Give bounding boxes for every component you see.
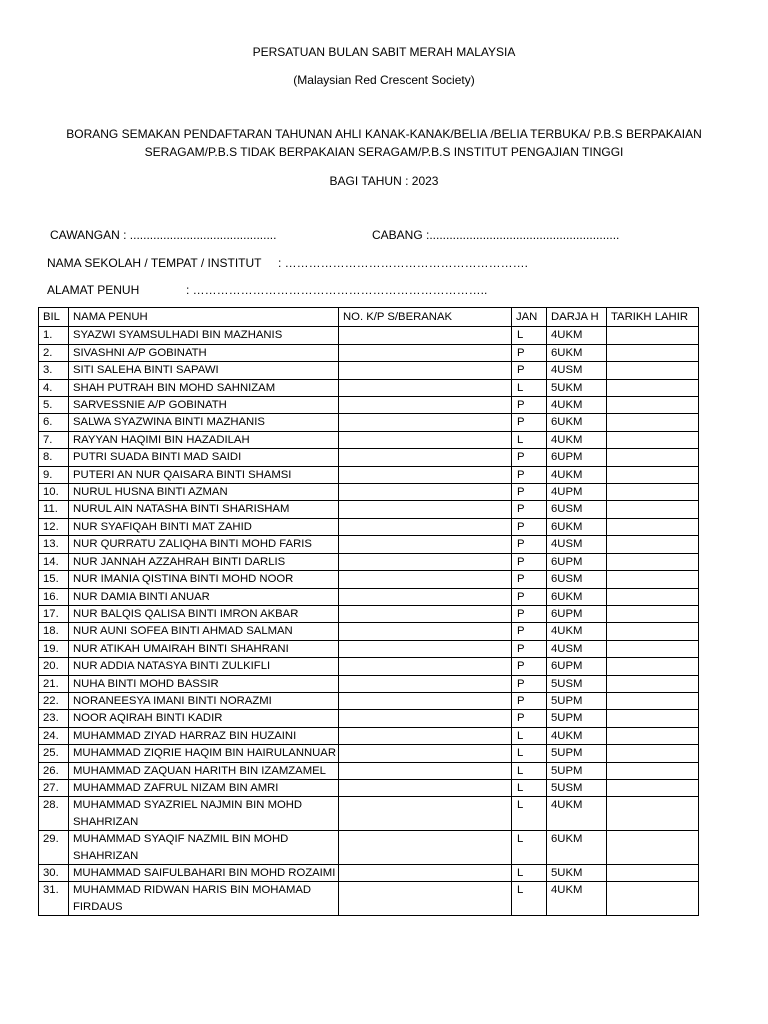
cell-bil: 2. [39,344,69,361]
cell-nama-penuh: NUR IMANIA QISTINA BINTI MOHD NOOR [69,571,339,588]
table-row [39,362,699,379]
cell-jantina: P [512,675,547,692]
header-nama-penuh: NAMA PENUH [69,308,339,327]
cell-nama-penuh: MUHAMMAD ZIYAD HARRAZ BIN HUZAINI [69,727,339,744]
cell-tarikh-lahir [607,710,699,727]
cell-tarikh-lahir [607,414,699,431]
table-row [39,640,699,657]
cell-tarikh-lahir [607,536,699,553]
cell-bil: 15. [39,571,69,588]
cell-jantina: P [512,484,547,501]
cell-darjah: 5USM [547,779,607,796]
cell-jantina: L [512,831,547,865]
cell-tarikh-lahir [607,449,699,466]
cell-nama-penuh: SIVASHNI A/P GOBINATH [69,344,339,361]
cell-no-kp [339,397,512,414]
year-line: BAGI TAHUN : 2023 [329,174,439,188]
cell-tarikh-lahir [607,762,699,779]
cell-no-kp [339,571,512,588]
header-no-kp: NO. K/P S/BERANAK [339,308,512,327]
cell-nama-penuh: MUHAMMAD SAIFULBAHARI BIN MOHD ROZAIMI [69,865,339,882]
cell-bil: 3. [39,362,69,379]
cell-no-kp [339,797,512,831]
alamat-label: ALAMAT PENUH [47,283,140,297]
cell-nama-penuh: NUR JANNAH AZZAHRAH BINTI DARLIS [69,553,339,570]
cell-nama-penuh: NURUL HUSNA BINTI AZMAN [69,484,339,501]
cell-jantina: P [512,623,547,640]
cell-nama-penuh: PUTERI AN NUR QAISARA BINTI SHAMSI [69,466,339,483]
cell-bil: 27. [39,779,69,796]
alamat-value: : ……………………………………………………………….. [186,283,488,297]
nama-sekolah-label: NAMA SEKOLAH / TEMPAT / INSTITUT [47,256,262,270]
cell-bil: 23. [39,710,69,727]
cell-jantina: P [512,640,547,657]
cell-tarikh-lahir [607,779,699,796]
cell-nama-penuh: NUR SYAFIQAH BINTI MAT ZAHID [69,518,339,535]
table-row [39,675,699,692]
cell-jantina: L [512,882,547,916]
cell-bil: 30. [39,865,69,882]
cell-darjah: 4UKM [547,466,607,483]
table-row [39,449,699,466]
cell-no-kp [339,449,512,466]
cell-bil: 4. [39,379,69,396]
cell-jantina: L [512,865,547,882]
cell-jantina: L [512,797,547,831]
cell-darjah: 5UPM [547,692,607,709]
cell-darjah: 5UKM [547,379,607,396]
cell-jantina: L [512,745,547,762]
cabang-field: CABANG :......................................................... [372,228,620,242]
table-row [39,466,699,483]
cell-jantina: L [512,379,547,396]
table-row [39,414,699,431]
cell-bil: 16. [39,588,69,605]
cell-no-kp [339,675,512,692]
table-row [39,484,699,501]
cell-nama-penuh: SARVESSNIE A/P GOBINATH [69,397,339,414]
table-row [39,797,699,831]
form-title-line-1: BORANG SEMAKAN PENDAFTARAN TAHUNAN AHLI KANAK-KANAK/BELIA /BELIA TERBUKA/ P.B.S BERPAKAIAN [66,127,702,141]
cell-bil: 22. [39,692,69,709]
cell-jantina: P [512,658,547,675]
cell-darjah: 5USM [547,675,607,692]
cell-bil: 17. [39,605,69,622]
cell-jantina: P [512,692,547,709]
cell-tarikh-lahir [607,605,699,622]
cell-nama-penuh: NURUL AIN NATASHA BINTI SHARISHAM [69,501,339,518]
cell-tarikh-lahir [607,344,699,361]
cell-no-kp [339,865,512,882]
cell-darjah: 4UPM [547,484,607,501]
cell-jantina: P [512,466,547,483]
cell-bil: 9. [39,466,69,483]
cell-jantina: P [512,414,547,431]
cell-darjah: 4USM [547,640,607,657]
cell-nama-penuh: MUHAMMAD SYAZRIEL NAJMIN BIN MOHD SHAHRIZAN [69,797,339,831]
cell-jantina: P [512,553,547,570]
cell-nama-penuh: NUR AUNI SOFEA BINTI AHMAD SALMAN [69,623,339,640]
cell-darjah: 6UKM [547,518,607,535]
table-row [39,536,699,553]
cell-darjah: 6UPM [547,553,607,570]
cell-darjah: 4USM [547,362,607,379]
cell-bil: 28. [39,797,69,831]
table-row [39,692,699,709]
cell-tarikh-lahir [607,466,699,483]
table-row [39,882,699,916]
cell-jantina: P [512,588,547,605]
cell-jantina: L [512,779,547,796]
cell-no-kp [339,327,512,344]
cell-no-kp [339,588,512,605]
cell-darjah: 4UKM [547,727,607,744]
cell-jantina: P [512,449,547,466]
cell-jantina: P [512,536,547,553]
cell-bil: 11. [39,501,69,518]
cell-nama-penuh: MUHAMMAD SYAQIF NAZMIL BIN MOHD SHAHRIZAN [69,831,339,865]
cell-darjah: 6UPM [547,605,607,622]
cell-bil: 1. [39,327,69,344]
table-row [39,865,699,882]
cell-nama-penuh: NUR QURRATU ZALIQHA BINTI MOHD FARIS [69,536,339,553]
cell-no-kp [339,745,512,762]
table-row [39,344,699,361]
cell-jantina: P [512,518,547,535]
cell-jantina: L [512,727,547,744]
cell-no-kp [339,344,512,361]
cell-no-kp [339,379,512,396]
cell-darjah: 5UKM [547,865,607,882]
cell-nama-penuh: SHAH PUTRAH BIN MOHD SAHNIZAM [69,379,339,396]
cell-no-kp [339,553,512,570]
header-jantina: JAN [512,308,547,327]
form-title-line-2: SERAGAM/P.B.S TIDAK BERPAKAIAN SERAGAM/P.B.S INSTITUT PENGAJIAN TINGGI [144,145,624,159]
cell-tarikh-lahir [607,640,699,657]
cell-nama-penuh: MUHAMMAD RIDWAN HARIS BIN MOHAMAD FIRDAUS [69,882,339,916]
cell-bil: 8. [39,449,69,466]
cell-tarikh-lahir [607,484,699,501]
cell-tarikh-lahir [607,797,699,831]
cell-jantina: P [512,397,547,414]
cell-nama-penuh: SITI SALEHA BINTI SAPAWI [69,362,339,379]
table-row [39,518,699,535]
cell-jantina: L [512,327,547,344]
cell-no-kp [339,518,512,535]
table-row [39,605,699,622]
cell-darjah: 4UKM [547,397,607,414]
cell-tarikh-lahir [607,588,699,605]
cell-darjah: 6UKM [547,588,607,605]
cell-jantina: P [512,571,547,588]
cell-nama-penuh: SYAZWI SYAMSULHADI BIN MAZHANIS [69,327,339,344]
cell-darjah: 5UPM [547,762,607,779]
cell-no-kp [339,640,512,657]
cell-no-kp [339,605,512,622]
cell-nama-penuh: NUR BALQIS QALISA BINTI IMRON AKBAR [69,605,339,622]
cell-nama-penuh: NUR ATIKAH UMAIRAH BINTI SHAHRANI [69,640,339,657]
cell-nama-penuh: NOOR AQIRAH BINTI KADIR [69,710,339,727]
table-header-row [39,308,699,327]
cell-darjah: 4UKM [547,327,607,344]
cell-tarikh-lahir [607,362,699,379]
cell-nama-penuh: MUHAMMAD ZIQRIE HAQIM BIN HAIRULANNUAR [69,745,339,762]
cell-tarikh-lahir [607,397,699,414]
table-row [39,327,699,344]
cell-nama-penuh: NUR DAMIA BINTI ANUAR [69,588,339,605]
table-row [39,571,699,588]
table-row [39,745,699,762]
cell-tarikh-lahir [607,518,699,535]
cell-no-kp [339,431,512,448]
cell-bil: 31. [39,882,69,916]
header-tarikh-lahir: TARIKH LAHIR [607,308,699,327]
header-darjah: DARJA H [547,308,607,327]
cell-no-kp [339,727,512,744]
cell-nama-penuh: NUR ADDIA NATASYA BINTI ZULKIFLI [69,658,339,675]
cell-jantina: L [512,431,547,448]
cell-jantina: L [512,762,547,779]
cell-tarikh-lahir [607,675,699,692]
cawangan-field: CAWANGAN : ............................................ [50,228,277,242]
org-english-name: (Malaysian Red Crescent Society) [293,73,475,87]
cell-darjah: 4UKM [547,882,607,916]
cell-tarikh-lahir [607,553,699,570]
cell-tarikh-lahir [607,571,699,588]
cell-tarikh-lahir [607,831,699,865]
cell-nama-penuh: PUTRI SUADA BINTI MAD SAIDI [69,449,339,466]
cell-darjah: 4UKM [547,431,607,448]
table-row [39,779,699,796]
cell-bil: 14. [39,553,69,570]
cell-no-kp [339,692,512,709]
cell-no-kp [339,536,512,553]
cell-tarikh-lahir [607,623,699,640]
cell-jantina: P [512,710,547,727]
cell-tarikh-lahir [607,379,699,396]
cell-no-kp [339,501,512,518]
cell-bil: 26. [39,762,69,779]
cell-bil: 20. [39,658,69,675]
table-row [39,762,699,779]
cell-no-kp [339,466,512,483]
table-row [39,397,699,414]
cell-no-kp [339,762,512,779]
table-row [39,553,699,570]
cell-tarikh-lahir [607,865,699,882]
cell-bil: 21. [39,675,69,692]
cell-no-kp [339,362,512,379]
cell-darjah: 6UKM [547,344,607,361]
table-row [39,431,699,448]
table-row [39,623,699,640]
cell-bil: 19. [39,640,69,657]
cell-no-kp [339,710,512,727]
cell-nama-penuh: NUHA BINTI MOHD BASSIR [69,675,339,692]
cell-no-kp [339,831,512,865]
cell-bil: 12. [39,518,69,535]
cell-jantina: P [512,344,547,361]
cell-bil: 5. [39,397,69,414]
cell-tarikh-lahir [607,658,699,675]
cell-tarikh-lahir [607,692,699,709]
table-row [39,727,699,744]
cell-bil: 25. [39,745,69,762]
cell-nama-penuh: MUHAMMAD ZAFRUL NIZAM BIN AMRI [69,779,339,796]
cell-bil: 13. [39,536,69,553]
cell-no-kp [339,658,512,675]
cell-tarikh-lahir [607,745,699,762]
cell-nama-penuh: MUHAMMAD ZAQUAN HARITH BIN IZAMZAMEL [69,762,339,779]
cell-darjah: 6UPM [547,449,607,466]
cell-darjah: 4UKM [547,623,607,640]
cell-darjah: 5UPM [547,710,607,727]
cell-nama-penuh: NORANEESYA IMANI BINTI NORAZMI [69,692,339,709]
cell-bil: 6. [39,414,69,431]
cell-no-kp [339,623,512,640]
table-row [39,379,699,396]
cell-tarikh-lahir [607,727,699,744]
cell-darjah: 6UKM [547,414,607,431]
table-row [39,710,699,727]
cell-tarikh-lahir [607,431,699,448]
cell-darjah: 6USM [547,501,607,518]
table-row [39,831,699,865]
cell-jantina: P [512,362,547,379]
cell-darjah: 6USM [547,571,607,588]
cell-bil: 24. [39,727,69,744]
table-row [39,501,699,518]
cell-no-kp [339,882,512,916]
cell-nama-penuh: SALWA SYAZWINA BINTI MAZHANIS [69,414,339,431]
org-name: PERSATUAN BULAN SABIT MERAH MALAYSIA [252,45,516,59]
nama-sekolah-value: : ……………………………………………………. [278,256,529,270]
cell-darjah: 5UPM [547,745,607,762]
cell-nama-penuh: RAYYAN HAQIMI BIN HAZADILAH [69,431,339,448]
cell-darjah: 4UKM [547,797,607,831]
cell-tarikh-lahir [607,327,699,344]
cell-no-kp [339,414,512,431]
cell-bil: 10. [39,484,69,501]
cell-darjah: 6UPM [547,658,607,675]
header-bil: BIL [39,308,69,327]
cell-bil: 18. [39,623,69,640]
cell-bil: 29. [39,831,69,865]
cell-jantina: P [512,605,547,622]
registration-table [38,307,699,916]
cell-bil: 7. [39,431,69,448]
cell-darjah: 4USM [547,536,607,553]
cell-darjah: 6UKM [547,831,607,865]
table-row [39,588,699,605]
cell-jantina: P [512,501,547,518]
cell-tarikh-lahir [607,882,699,916]
cell-no-kp [339,779,512,796]
cell-tarikh-lahir [607,501,699,518]
table-row [39,658,699,675]
cell-no-kp [339,484,512,501]
